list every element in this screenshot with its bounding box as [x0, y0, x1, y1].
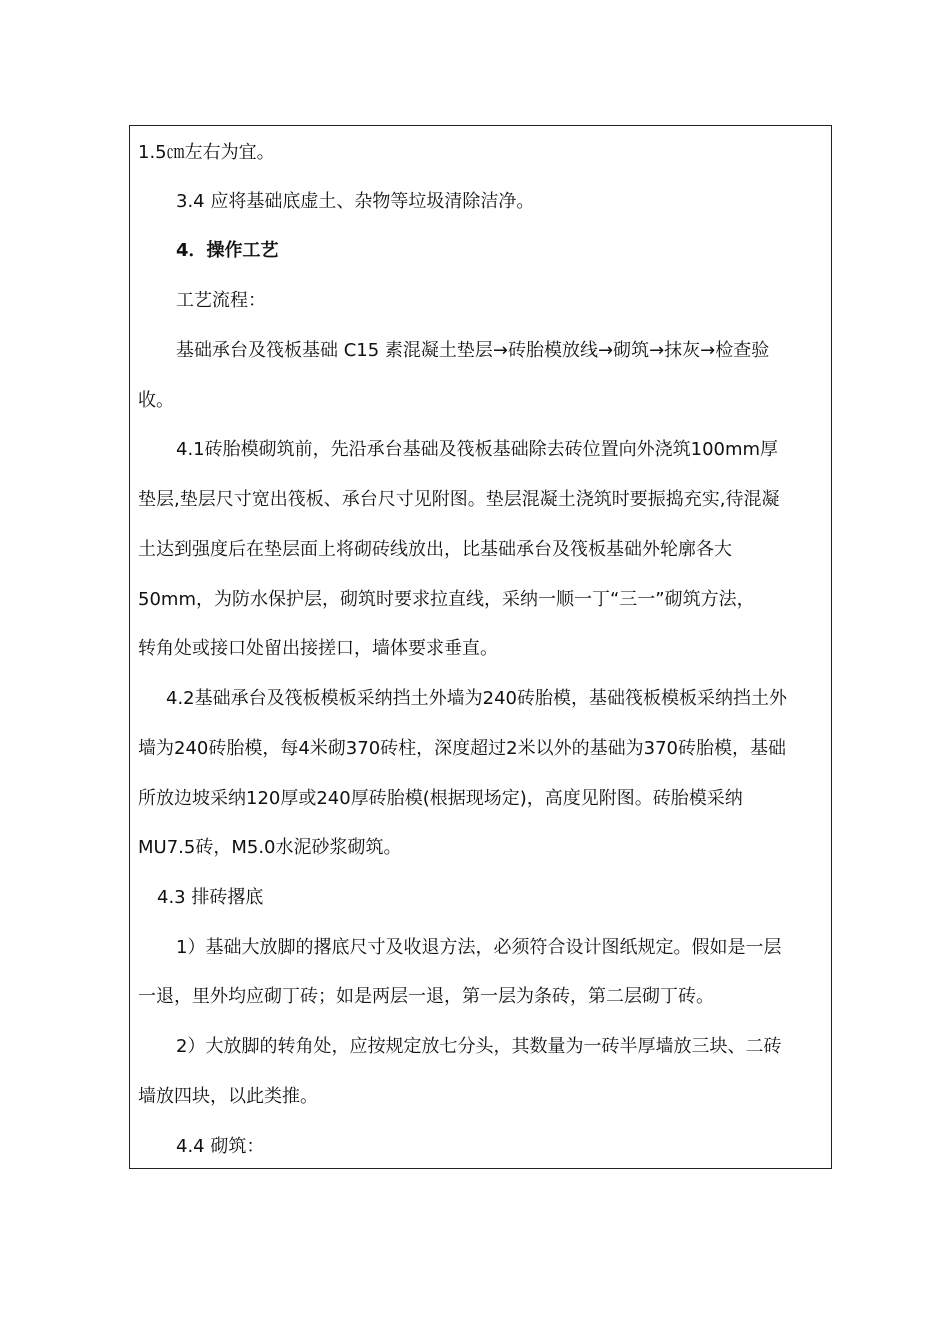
text-line: 转角处或接口处留出接搓口，墙体要求垂直。	[138, 638, 498, 659]
text-line: 土达到强度后在垫层面上将砌砖线放出，比基础承台及筏板基础外轮廓各大	[138, 539, 732, 560]
text-line: 4.4 砌筑：	[176, 1136, 265, 1157]
text-line: 垫层,垫层尺寸宽出筏板、承台尺寸见附图。垫层混凝土浇筑时要振捣充实,待混凝	[138, 489, 780, 510]
text-line: 1）基础大放脚的撂底尺寸及收退方法，必须符合设计图纸规定。假如是一层	[176, 937, 782, 958]
text-line: 4.1砖胎模砌筑前，先沿承台基础及筏板基础除去砖位置向外浇筑100mm厚	[176, 439, 779, 460]
text-line: 2）大放脚的转角处，应按规定放七分头，其数量为一砖半厚墙放三块、二砖	[176, 1036, 782, 1057]
text-line: 50mm，为防水保护层，砌筑时要求拉直线，采纳一顺一丁“三一”砌筑方法，	[138, 589, 755, 610]
text-line: 墙放四块，以此类推。	[138, 1086, 318, 1107]
text-line: 4.3 排砖撂底	[157, 887, 264, 908]
text-line: MU7.5砖，M5.0水泥砂浆砌筑。	[138, 837, 402, 858]
text-line: 墙为240砖胎模，每4米砌370砖柱，深度超过2米以外的基础为370砖胎模，基础	[138, 738, 786, 759]
text-line: 1.5㎝左右为宜。	[138, 142, 275, 163]
text-line: 收。	[138, 390, 174, 411]
text-line: 基础承台及筏板基础 C15 素混凝土垫层→砖胎模放线→砌筑→抹灰→检查验	[176, 340, 770, 361]
text-line: 4.2基础承台及筏板模板采纳挡土外墙为240砖胎模，基础筏板模板采纳挡土外	[166, 688, 787, 709]
text-line: 3.4 应将基础底虚土、杂物等垃圾清除洁净。	[176, 191, 535, 212]
text-line: 工艺流程：	[176, 290, 266, 311]
section-heading: 4．操作工艺	[176, 240, 279, 261]
text-line: 所放边坡采纳120厚或240厚砖胎模(根据现场定)，高度见附图。砖胎模采纳	[138, 788, 743, 809]
text-line: 一退，里外均应砌丁砖；如是两层一退，第一层为条砖，第二层砌丁砖。	[138, 986, 714, 1007]
